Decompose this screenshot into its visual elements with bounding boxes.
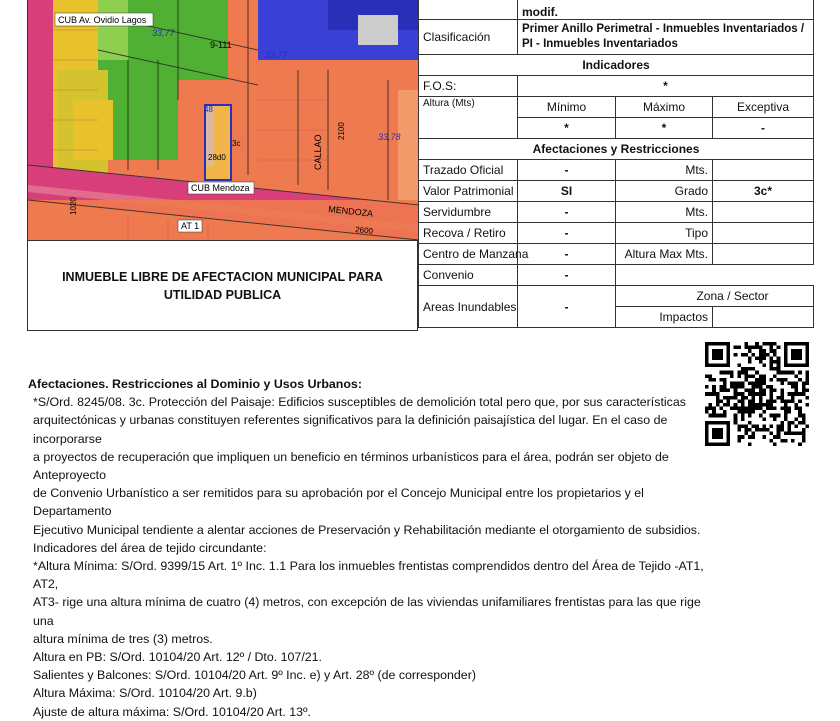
qr-code	[705, 342, 809, 446]
servidumbre-value: -	[518, 202, 616, 223]
label-mendoza: MENDOZA	[327, 204, 374, 219]
zona-label: Zona / Sector	[616, 286, 814, 307]
indicators-table	[418, 0, 814, 328]
grado-value: 3c*	[713, 181, 814, 202]
fos-label: F.O.S:	[419, 76, 518, 97]
row-top-label-cell	[419, 0, 518, 20]
notes-line: Indicadores del área de tejido circundante:	[33, 540, 267, 555]
mts-value-2	[713, 202, 814, 223]
altura-max-label: Altura Max Mts.	[616, 244, 713, 265]
convenio-value: -	[518, 265, 616, 286]
areas-value: -	[518, 286, 616, 328]
tipo-value	[713, 223, 814, 244]
clasificacion-label: Clasificación	[419, 20, 518, 55]
label-3c: 3c	[232, 139, 241, 148]
label-48: 48	[204, 105, 213, 114]
notes-line: altura mínima de tres (3) metros.	[33, 631, 213, 646]
altura-max-value	[713, 244, 814, 265]
trazado-label: Trazado Oficial	[419, 160, 518, 181]
notes-line: *Altura Mínima: S/Ord. 9399/15 Art. 1º Inc. 1.1 Para los inmuebles frentistas comprendidos dentro del Área de Tejido -AT1, AT2,	[33, 559, 704, 592]
altura-label: Altura (Mts)	[419, 97, 518, 139]
notes-line: Altura Máxima: S/Ord. 10104/20 Art. 9.b)	[33, 686, 257, 701]
clasificacion-value: Primer Anillo Perimetral - Inmuebles Inventariados / PI - Inmuebles Inventariados	[518, 20, 814, 55]
notes-line: arquitectónicas y urbanas constituyen referentes significativos para la definición paisajística del lugar. En el caso de incorporarse	[33, 413, 668, 446]
mts-label-1: Mts.	[616, 160, 713, 181]
impactos-label: Impactos	[616, 307, 713, 328]
label-2830: 28d0	[208, 153, 226, 162]
label-9111: 9-111	[210, 40, 232, 50]
public-utility-statement: INMUEBLE LIBRE DE AFECTACION MUNICIPAL PARA UTILIDAD PUBLICA	[27, 240, 418, 331]
label-height-2: 33,77	[265, 50, 288, 60]
notes-line: *S/Ord. 8245/08. 3c. Protección del Paisaje: Edificios susceptibles de demolición total pero que, por sus características	[33, 395, 686, 410]
notes-heading: Afectaciones. Restricciones al Dominio y Usos Urbanos:	[28, 377, 362, 391]
valor-value: SI	[518, 181, 616, 202]
restrictions-notes	[28, 375, 708, 721]
notes-line: AT3- rige una altura mínima de cuatro (4) metros, con excepción de las viviendas unifamiliares frentistas para las que rige una	[33, 595, 701, 628]
zoning-map	[27, 0, 419, 240]
notes-body	[28, 393, 708, 721]
label-cub-mendoza: CUB Mendoza	[191, 183, 250, 193]
convenio-blank	[616, 265, 814, 286]
tipo-label: Tipo	[616, 223, 713, 244]
label-callao: CALLAO	[313, 134, 323, 170]
maximo-label: Máximo	[616, 97, 713, 118]
excepcional-label: Exceptiva	[713, 97, 814, 118]
label-height-3: 33,78	[378, 132, 401, 142]
recova-value: -	[518, 223, 616, 244]
notes-line: Salientes y Balcones: S/Ord. 10104/20 Art. 9º Inc. e) y Art. 28º (de corresponder)	[33, 668, 476, 683]
label-2600: 2600	[354, 225, 374, 236]
impactos-value	[713, 307, 814, 328]
label-at1: AT 1	[181, 221, 200, 231]
mts-label-2: Mts.	[616, 202, 713, 223]
recova-label: Recova / Retiro	[419, 223, 518, 244]
convenio-label: Convenio	[419, 265, 518, 286]
notes-line: de Convenio Urbanístico a ser remitidos para su aprobación por el Concejo Municipal entre los propietarios y el Departamento	[33, 486, 644, 519]
valor-label: Valor Patrimonial	[419, 181, 518, 202]
row-top-value: modif.	[518, 0, 814, 20]
notes-line: Ajuste de altura máxima: S/Ord. 10104/20 Art. 13º.	[33, 704, 311, 719]
indicadores-header: Indicadores	[419, 55, 814, 76]
servidumbre-label: Servidumbre	[419, 202, 518, 223]
label-2100: 2100	[337, 122, 346, 140]
minimo-value: *	[518, 118, 616, 139]
notes-line: Altura en PB: S/Ord. 10104/20 Art. 12º / Dto. 107/21.	[33, 650, 322, 665]
fos-value: *	[518, 76, 814, 97]
grado-label: Grado	[616, 181, 713, 202]
centro-value: -	[518, 244, 616, 265]
label-cub-ovidio: CUB Av. Ovidio Lagos	[58, 15, 147, 25]
excepcional-value: -	[713, 118, 814, 139]
label-height-1: 33,77	[152, 28, 175, 38]
notes-line: Ejecutivo Municipal tendiente a alentar acciones de Preservación y Rehabilitación mediante el otorgamiento de subsidios.	[33, 522, 701, 537]
label-1020: 1020	[69, 197, 78, 215]
minimo-label: Mínimo	[518, 97, 616, 118]
trazado-value: -	[518, 160, 616, 181]
afectaciones-header: Afectaciones y Restricciones	[419, 139, 814, 160]
notes-line: a proyectos de recuperación que impliquen un beneficio en términos urbanísticos para el área, podrán ser objeto de Anteproyecto	[33, 449, 669, 483]
maximo-value: *	[616, 118, 713, 139]
centro-label: Centro de Manzana	[419, 244, 518, 265]
mts-value-1	[713, 160, 814, 181]
areas-label: Areas Inundables	[419, 286, 518, 328]
